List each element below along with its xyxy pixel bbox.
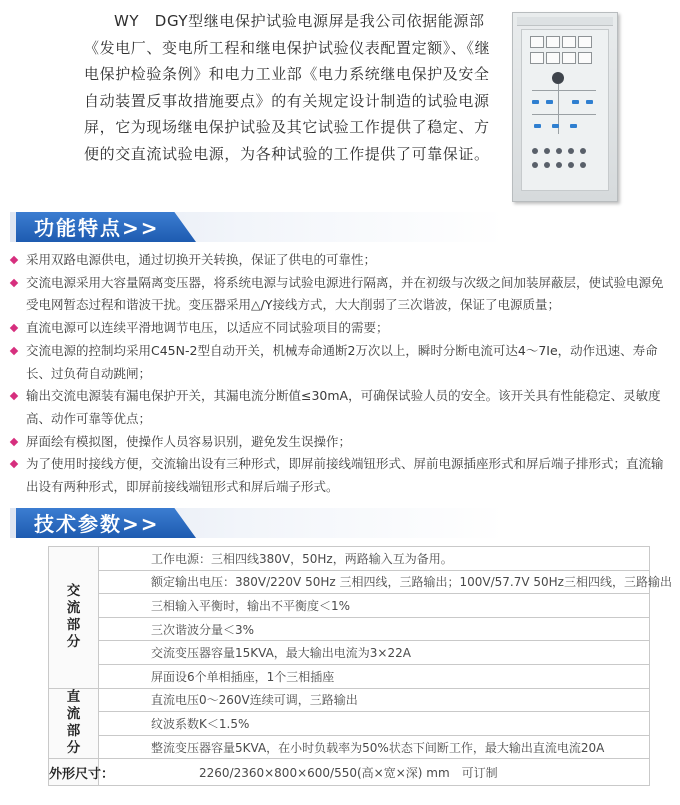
table-row (49, 641, 650, 665)
table-cell: 整流变压器容量5KVA，在小时负载率为50%状态下间断工作，最大输出直流电流20A (99, 735, 650, 759)
table-row (49, 759, 650, 786)
terminal-icon (544, 148, 550, 154)
meter-icon (562, 36, 576, 48)
breaker-switch-icon (552, 124, 559, 128)
breaker-switch-icon (570, 124, 577, 128)
diamond-bullet-icon (10, 278, 18, 286)
specs-banner (10, 508, 670, 538)
table-row (49, 570, 650, 594)
dc-section-label: 直流部分 (49, 688, 99, 759)
table-cell: 直流电压0～260V连续可调，三路输出 (99, 688, 650, 712)
dimensions-label: 外形尺寸： (49, 759, 99, 786)
terminal-icon (568, 162, 574, 168)
cabinet-header-strip (517, 17, 613, 26)
breaker-switch-icon (572, 100, 579, 104)
table-cell: 交流变压器容量15KVA，最大输出电流为3×22A (99, 641, 650, 665)
diamond-bullet-icon (10, 392, 18, 400)
power-cabinet-image (512, 12, 618, 202)
meter-icon (562, 52, 576, 64)
table-cell: 额定输出电压：380V/220V 50Hz 三相四线，三路输出；100V/57.7V 50Hz三相四线，三路输出 (99, 570, 650, 594)
mimic-line (532, 90, 596, 91)
table-row (49, 617, 650, 641)
breaker-switch-icon (546, 100, 553, 104)
table-cell: 工作电源：三相四线380V，50Hz，两路输入互为备用。 (99, 547, 650, 571)
list-item: 屏面绘有模拟图，使操作人员容易识别，避免发生误操作； (8, 431, 672, 454)
terminal-icon (532, 162, 538, 168)
table-row (49, 547, 650, 571)
list-item: 输出交流电源装有漏电保护开关，其漏电流分断值≤30mA，可确保试验人员的安全。该开关具有性能稳定、灵敏度高、动作可靠等优点； (8, 385, 672, 430)
terminal-icon (532, 148, 538, 154)
breaker-switch-icon (534, 124, 541, 128)
meter-icon (546, 52, 560, 64)
meter-icon (578, 36, 592, 48)
table-cell: 屏面设6个单相插座，1个三相插座 (99, 664, 650, 688)
diamond-bullet-icon (10, 256, 18, 264)
features-banner (10, 212, 670, 242)
list-item: 直流电源可以连续平滑地调节电压，以适应不同试验项目的需要； (8, 317, 672, 340)
table-cell: 三相输入平衡时，输出不平衡度＜1% (99, 594, 650, 618)
terminal-icon (544, 162, 550, 168)
table-row (49, 712, 650, 736)
meter-icon (530, 52, 544, 64)
terminal-icon (580, 162, 586, 168)
diamond-bullet-icon (10, 347, 18, 355)
list-item: 交流电源的控制均采用C45N-2型自动开关，机械寿命通断2万次以上，瞬时分断电流可达4～7Ie，动作迅速、寿命长、过负荷自动跳闸； (8, 340, 672, 385)
table-cell: 三次谐波分量＜3% (99, 617, 650, 641)
terminal-icon (556, 148, 562, 154)
specs-table (48, 546, 672, 786)
cabinet-front-panel (521, 29, 609, 191)
diamond-bullet-icon (10, 324, 18, 332)
mimic-line (532, 114, 596, 115)
diamond-bullet-icon (10, 460, 18, 468)
meter-icon (578, 52, 592, 64)
selector-knob-icon (552, 72, 564, 84)
dimensions-value: 2260/2360×800×600/550(高×宽×深) mm 可订制 (99, 759, 650, 786)
table-row (49, 688, 650, 712)
table-row (49, 735, 650, 759)
list-item: 为了使用时接线方便，交流输出设有三种形式，即屏前接线端钮形式、屏前电源插座形式和屏后端子排形式；直流输出设有两种形式，即屏前接线端钮形式和屏后端子形式。 (8, 453, 672, 498)
table-cell: 纹波系数K＜1.5% (99, 712, 650, 736)
specs-title: 技术参数>> (34, 512, 160, 536)
list-item: 采用双路电源供电，通过切换开关转换，保证了供电的可靠性； (8, 249, 672, 272)
features-title: 功能特点>> (34, 216, 160, 240)
meter-icon (530, 36, 544, 48)
features-list (8, 249, 672, 499)
breaker-switch-icon (532, 100, 539, 104)
table-row (49, 594, 650, 618)
terminal-icon (556, 162, 562, 168)
breaker-switch-icon (586, 100, 593, 104)
terminal-icon (568, 148, 574, 154)
diamond-bullet-icon (10, 437, 18, 445)
list-item: 交流电源采用大容量隔离变压器，将系统电源与试验电源进行隔离，并在初级与次级之间加装屏蔽层，使试验电源免受电网暂态过程和谐波干扰。变压器采用△/Y接线方式，大大削弱了三次谐波，保证了电源质量； (8, 272, 672, 317)
ac-section-label: 交流部分 (49, 547, 99, 689)
meter-icon (546, 36, 560, 48)
table-row (49, 664, 650, 688)
terminal-icon (580, 148, 586, 154)
intro-paragraph: WY DGY型继电保护试验电源屏是我公司依据能源部《发电厂、变电所工程和继电保护试验仪表配置定额》、《继电保护检验条例》和电力工业部《电力系统继电保护及安全自动装置反事故措施要点》的有关规定设计制造的试验电源屏，它为现场继电保护试验及其它试验工作提供了稳定、方便的交直流试验电源，为各种试验的工作提供了可靠保证。 (84, 12, 491, 163)
